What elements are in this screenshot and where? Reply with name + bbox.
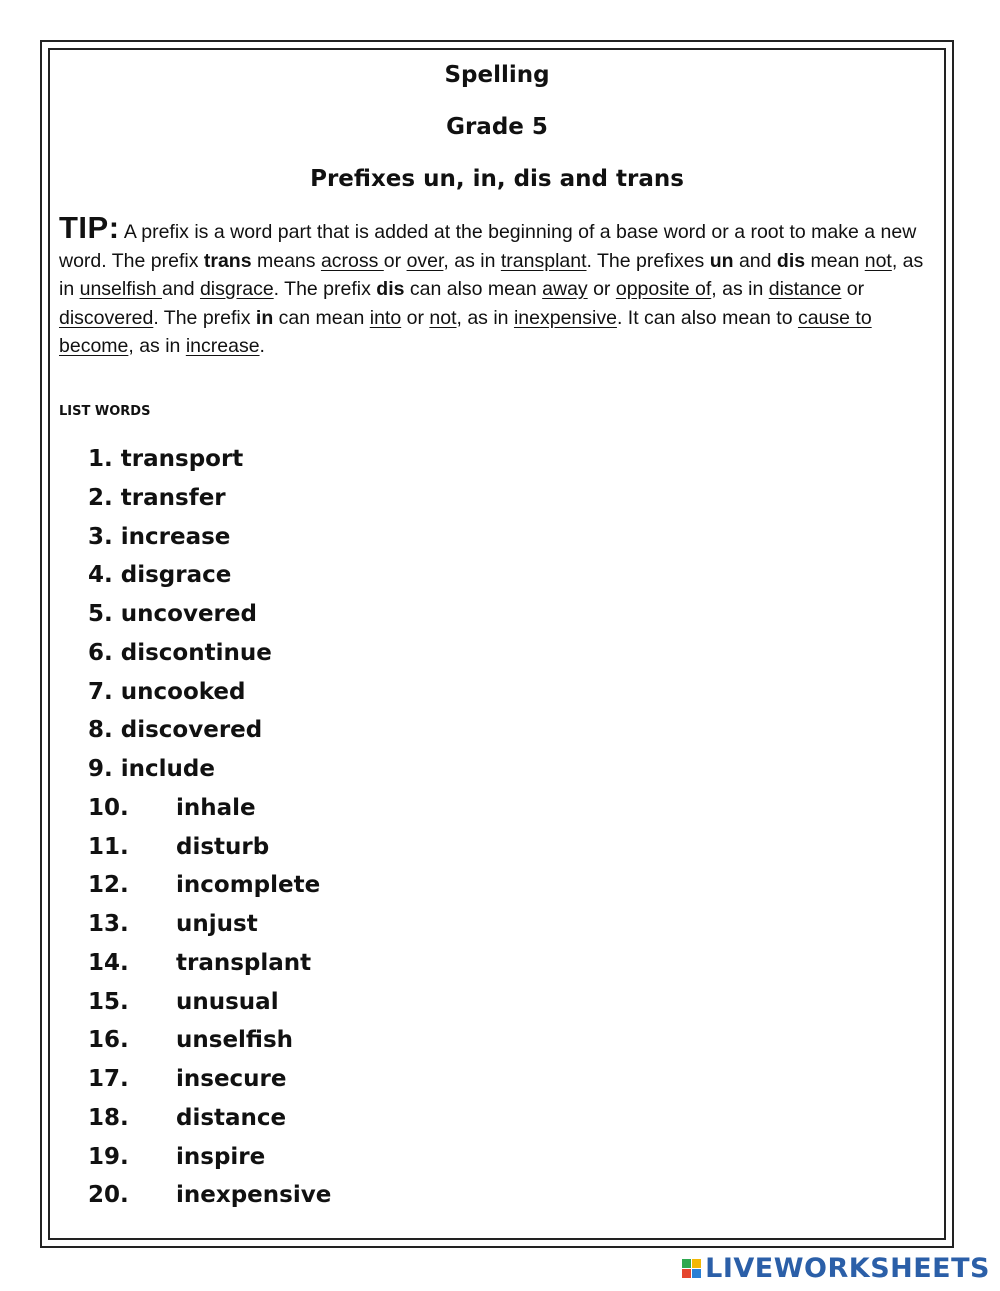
- tip-underlined-term: cause to become: [59, 306, 872, 357]
- tip-bold-term: dis: [776, 249, 806, 272]
- tip-text: , as in: [456, 306, 514, 329]
- tip-bold-term: in: [255, 306, 274, 329]
- tip-text: can mean: [273, 306, 370, 329]
- item-number: 20.: [88, 1182, 129, 1209]
- tip-text: , as in: [59, 249, 924, 300]
- tip-text: . The prefixes: [586, 249, 710, 272]
- item-number: 2.: [88, 484, 113, 511]
- list-item: [88, 479, 331, 518]
- tip-text: or: [587, 278, 616, 300]
- item-number: 18.: [88, 1104, 129, 1131]
- tip-text: or: [841, 278, 865, 300]
- item-number: 13.: [88, 911, 129, 937]
- spelling-word: increase: [120, 523, 231, 550]
- spelling-word: include: [120, 756, 215, 782]
- page-title: Spelling: [444, 62, 550, 88]
- tip-text: , as in: [443, 249, 501, 272]
- spelling-word: unselfish: [176, 1027, 294, 1054]
- tip-bold-term: un: [709, 249, 734, 272]
- lesson-subtitle: Prefixes un, in, dis and trans: [310, 166, 684, 192]
- item-number: 11.: [88, 833, 129, 860]
- spelling-word: transplant: [176, 949, 312, 976]
- grade-label: Grade 5: [446, 114, 548, 140]
- list-item: [88, 595, 331, 634]
- list-item: [88, 828, 331, 867]
- spelling-word: transport: [120, 446, 244, 472]
- spelling-word: discovered: [120, 717, 263, 744]
- tip-underlined-term: unselfish: [79, 278, 162, 300]
- spelling-word: uncovered: [120, 601, 257, 627]
- item-number: 4.: [88, 562, 113, 589]
- tip-text: and: [733, 249, 777, 272]
- spelling-word: inspire: [176, 1143, 266, 1170]
- tip-text: . The prefix: [153, 306, 256, 329]
- item-number: 15.: [88, 988, 129, 1015]
- spelling-word: incomplete: [176, 872, 321, 899]
- tip-paragraph: [59, 210, 929, 361]
- item-number: 16.: [88, 1027, 129, 1054]
- tip-text: or: [401, 306, 430, 329]
- list-item: [88, 673, 331, 712]
- tip-text: and: [162, 278, 200, 300]
- tip-bold-term: dis: [376, 278, 405, 300]
- spelling-word: inexpensive: [176, 1182, 332, 1209]
- tip-text: . The prefix: [273, 278, 377, 300]
- spelling-word-list: [88, 440, 331, 1215]
- list-item: [88, 440, 331, 479]
- tip-text: . It can also mean to: [616, 306, 798, 329]
- spelling-word: uncooked: [120, 678, 246, 705]
- tip-underlined-term: not: [429, 306, 457, 329]
- spelling-word: unjust: [176, 911, 258, 937]
- tip-underlined-term: not: [864, 249, 892, 272]
- tip-text: mean: [805, 249, 865, 272]
- liveworksheets-logo-icon: [682, 1259, 701, 1278]
- spelling-word: insecure: [176, 1066, 287, 1092]
- logo-mark-cell: [682, 1269, 691, 1278]
- list-item: [88, 789, 331, 828]
- list-item: [88, 944, 331, 983]
- list-item: [88, 1176, 331, 1215]
- item-number: 14.: [88, 949, 129, 976]
- tip-text: means: [251, 249, 321, 272]
- spelling-word: distance: [176, 1104, 287, 1131]
- tip-underlined-term: increase: [185, 335, 260, 357]
- tip-text: , as in: [128, 335, 186, 357]
- item-number: 12.: [88, 872, 129, 899]
- logo-mark-cell: [682, 1259, 691, 1268]
- item-number: 1.: [88, 446, 113, 472]
- list-item: [88, 750, 331, 789]
- tip-underlined-term: away: [542, 278, 588, 300]
- list-item: [88, 1021, 331, 1060]
- tip-underlined-term: over: [406, 249, 444, 272]
- item-number: 8.: [88, 717, 113, 744]
- tip-underlined-term: disgrace: [199, 278, 274, 300]
- spelling-word: disturb: [176, 833, 270, 860]
- item-number: 3.: [88, 523, 113, 550]
- list-item: [88, 634, 331, 673]
- list-item: [88, 866, 331, 905]
- tip-underlined-term: across: [320, 249, 384, 272]
- tip-underlined-term: discovered: [59, 306, 154, 329]
- spelling-word: disgrace: [120, 562, 232, 589]
- tip-text: , as in: [711, 278, 769, 300]
- list-item: [88, 1138, 331, 1177]
- tip-text: can also mean: [404, 278, 543, 300]
- tip-underlined-term: distance: [768, 278, 842, 300]
- item-number: 6.: [88, 639, 113, 666]
- tip-bold-term: trans: [203, 249, 252, 272]
- list-words-heading: LIST WORDS: [59, 404, 151, 419]
- spelling-word: discontinue: [120, 639, 272, 666]
- spelling-word: unusual: [176, 988, 279, 1015]
- list-item: [88, 1060, 331, 1099]
- brand-name: LIVEWORKSHEETS: [705, 1252, 990, 1284]
- tip-underlined-term: into: [369, 306, 402, 329]
- list-item: [88, 905, 331, 944]
- list-item: [88, 711, 331, 750]
- list-item: [88, 556, 331, 595]
- list-item: [88, 518, 331, 557]
- tip-text: .: [259, 335, 265, 357]
- logo-mark-cell: [692, 1259, 701, 1268]
- list-item: [88, 983, 331, 1022]
- spelling-word: transfer: [120, 484, 226, 511]
- tip-underlined-term: inexpensive: [513, 306, 617, 329]
- tip-underlined-term: opposite of: [615, 278, 712, 300]
- tip-text: or: [383, 249, 407, 272]
- item-number: 10.: [88, 794, 129, 821]
- tip-underlined-term: transplant: [500, 249, 587, 272]
- liveworksheets-logo[interactable]: [682, 1251, 990, 1285]
- item-number: 7.: [88, 678, 113, 705]
- tip-text: A prefix is a word part that is added at the beginning of a base word or a root to make a new word. The prefix: [59, 221, 917, 272]
- item-number: 17.: [88, 1066, 129, 1092]
- tip-label: TIP:: [59, 210, 120, 245]
- spelling-word: inhale: [176, 794, 256, 821]
- logo-mark-cell: [692, 1269, 701, 1278]
- item-number: 9.: [88, 756, 113, 782]
- list-item: [88, 1099, 331, 1138]
- item-number: 5.: [88, 601, 113, 627]
- item-number: 19.: [88, 1143, 129, 1170]
